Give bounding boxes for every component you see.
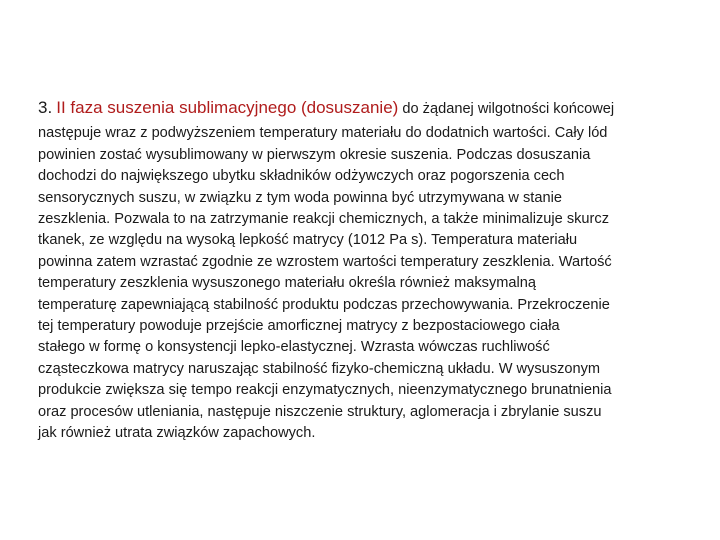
paragraph-line: cząsteczkowa matrycy naruszając stabilność fizyko-chemiczną układu. W wysuszonym	[38, 360, 601, 377]
paragraph-line: sensorycznych suszu, w związku z tym woda powinna być utrzymywana w stanie	[38, 189, 562, 206]
paragraph-line: powinien zostać wysublimowany w pierwszym okresie suszenia. Podczas dosuszania	[38, 146, 591, 163]
paragraph-line: tkanek, ze względu na wysoką lepkość matrycy (1012 Pa s). Temperatura materiału	[38, 232, 578, 249]
paragraph-line: oraz procesów utleniania, następuje niszczenie struktury, aglomeracja i zbrylanie suszu	[38, 403, 602, 420]
paragraph-line: zeszklenia. Pozwala to na zatrzymanie reakcji chemicznych, a także minimalizuje skurcz	[38, 211, 609, 228]
paragraph-line: stałego w formę o konsystencji lepko-elastycznej. Wzrasta wówczas ruchliwość	[38, 339, 550, 356]
paragraph-first-line	[38, 97, 688, 120]
paragraph-line: temperatury zeszklenia wysuszonego materiału określa również maksymalną	[38, 275, 537, 292]
paragraph-line: dochodzi do największego ubytku składników odżywczych oraz pogorszenia cech	[38, 168, 565, 185]
section-number: 3.	[38, 98, 53, 117]
section-lead: do żądanej wilgotności końcowej	[402, 101, 615, 117]
paragraph	[38, 97, 688, 445]
paragraph-line: tej temperatury powoduje przejście amorficznej matrycy z bezpostaciowego ciała	[38, 318, 560, 335]
paragraph-line: następuje wraz z podwyższeniem temperatury materiału do dodatnich wartości. Cały lód	[38, 125, 608, 142]
paragraph-line: temperaturę zapewniającą stabilność produktu podczas przechowywania. Przekroczenie	[38, 296, 610, 313]
paragraph-line: jak również utrata związków zapachowych.	[38, 425, 316, 442]
section-title: II faza suszenia sublimacyjnego (dosuszanie)	[56, 98, 399, 117]
paragraph-line: produkcie zwiększa się tempo reakcji enzymatycznych, nieenzymatycznego brunatnienia	[38, 382, 612, 399]
paragraph-line: powinna zatem wzrastać zgodnie ze wzrostem wartości temperatury zeszklenia. Wartość	[38, 253, 612, 270]
